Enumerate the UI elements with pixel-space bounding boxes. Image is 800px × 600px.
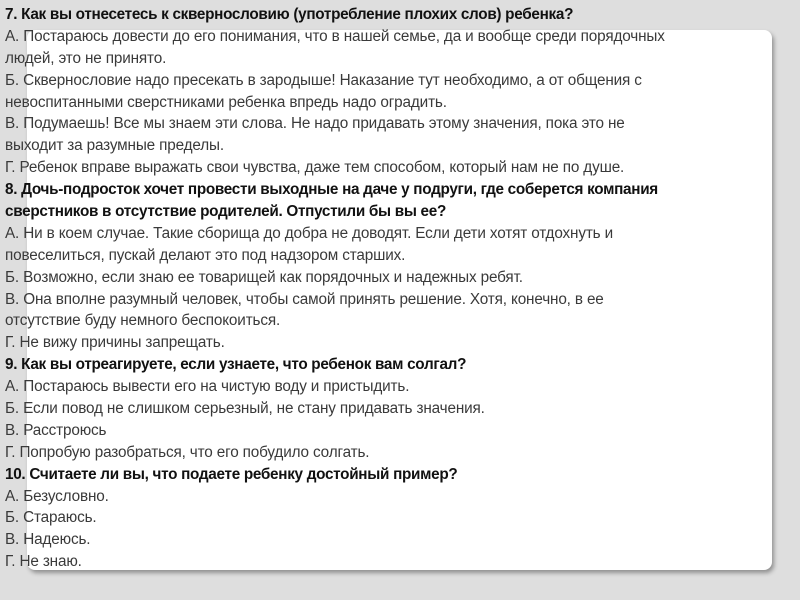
questionnaire-text	[5, 4, 795, 573]
answer-line: А. Ни в коем случае. Такие сборища до добра не доводят. Если дети хотят отдохнуть и	[5, 224, 613, 242]
answer-line: Б. Возможно, если знаю ее товарищей как порядочных и надежных ребят.	[5, 268, 523, 286]
answer-line: Б. Сквернословие надо пресекать в зародыше! Наказание тут необходимо, а от общения с	[5, 71, 642, 89]
answer-line: Б. Стараюсь.	[5, 509, 97, 527]
answer-line: невоспитанными сверстниками ребенка впредь надо оградить.	[5, 93, 447, 111]
answer-line: Б. Если повод не слишком серьезный, не стану придавать значения.	[5, 400, 485, 418]
answer-line: выходит за разумные пределы.	[5, 137, 225, 155]
answer-line: В. Надеюсь.	[5, 531, 91, 549]
answer-line: В. Подумаешь! Все мы знаем эти слова. Не надо придавать этому значения, пока это не	[5, 115, 625, 133]
answer-line: людей, это не принято.	[5, 49, 167, 67]
question-line: сверстников в отсутствие родителей. Отпустили бы вы ее?	[5, 203, 447, 221]
answer-line: В. Она вполне разумный человек, чтобы самой принять решение. Хотя, конечно, в ее	[5, 290, 604, 308]
question-line: 8. Дочь-подросток хочет провести выходные на даче у подруги, где соберется компания	[5, 181, 658, 199]
answer-line: Г. Попробую разобраться, что его побудило солгать.	[5, 443, 370, 461]
answer-line: повеселиться, пускай делают это под надзором старших.	[5, 246, 406, 264]
answer-line: А. Постараюсь вывести его на чистую воду и пристыдить.	[5, 378, 410, 396]
answer-line: Г. Ребенок вправе выражать свои чувства, даже тем способом, который нам не по душе.	[5, 159, 625, 177]
question-line: 10. Считаете ли вы, что подаете ребенку достойный пример?	[5, 465, 458, 483]
question-line: 9. Как вы отреагируете, если узнаете, что ребенок вам солгал?	[5, 356, 467, 374]
answer-line: А. Безусловно.	[5, 487, 109, 505]
answer-line: Г. Не знаю.	[5, 553, 82, 571]
answer-line: Г. Не вижу причины запрещать.	[5, 334, 225, 352]
answer-line: А. Постараюсь довести до его понимания, что в нашей семье, да и вообще среди порядочных	[5, 27, 665, 45]
answer-line: В. Расстроюсь	[5, 421, 107, 439]
answer-line: отсутствие буду немного беспокоиться.	[5, 312, 281, 330]
question-line: 7. Как вы отнесетесь к сквернословию (употребление плохих слов) ребенка?	[5, 6, 574, 23]
